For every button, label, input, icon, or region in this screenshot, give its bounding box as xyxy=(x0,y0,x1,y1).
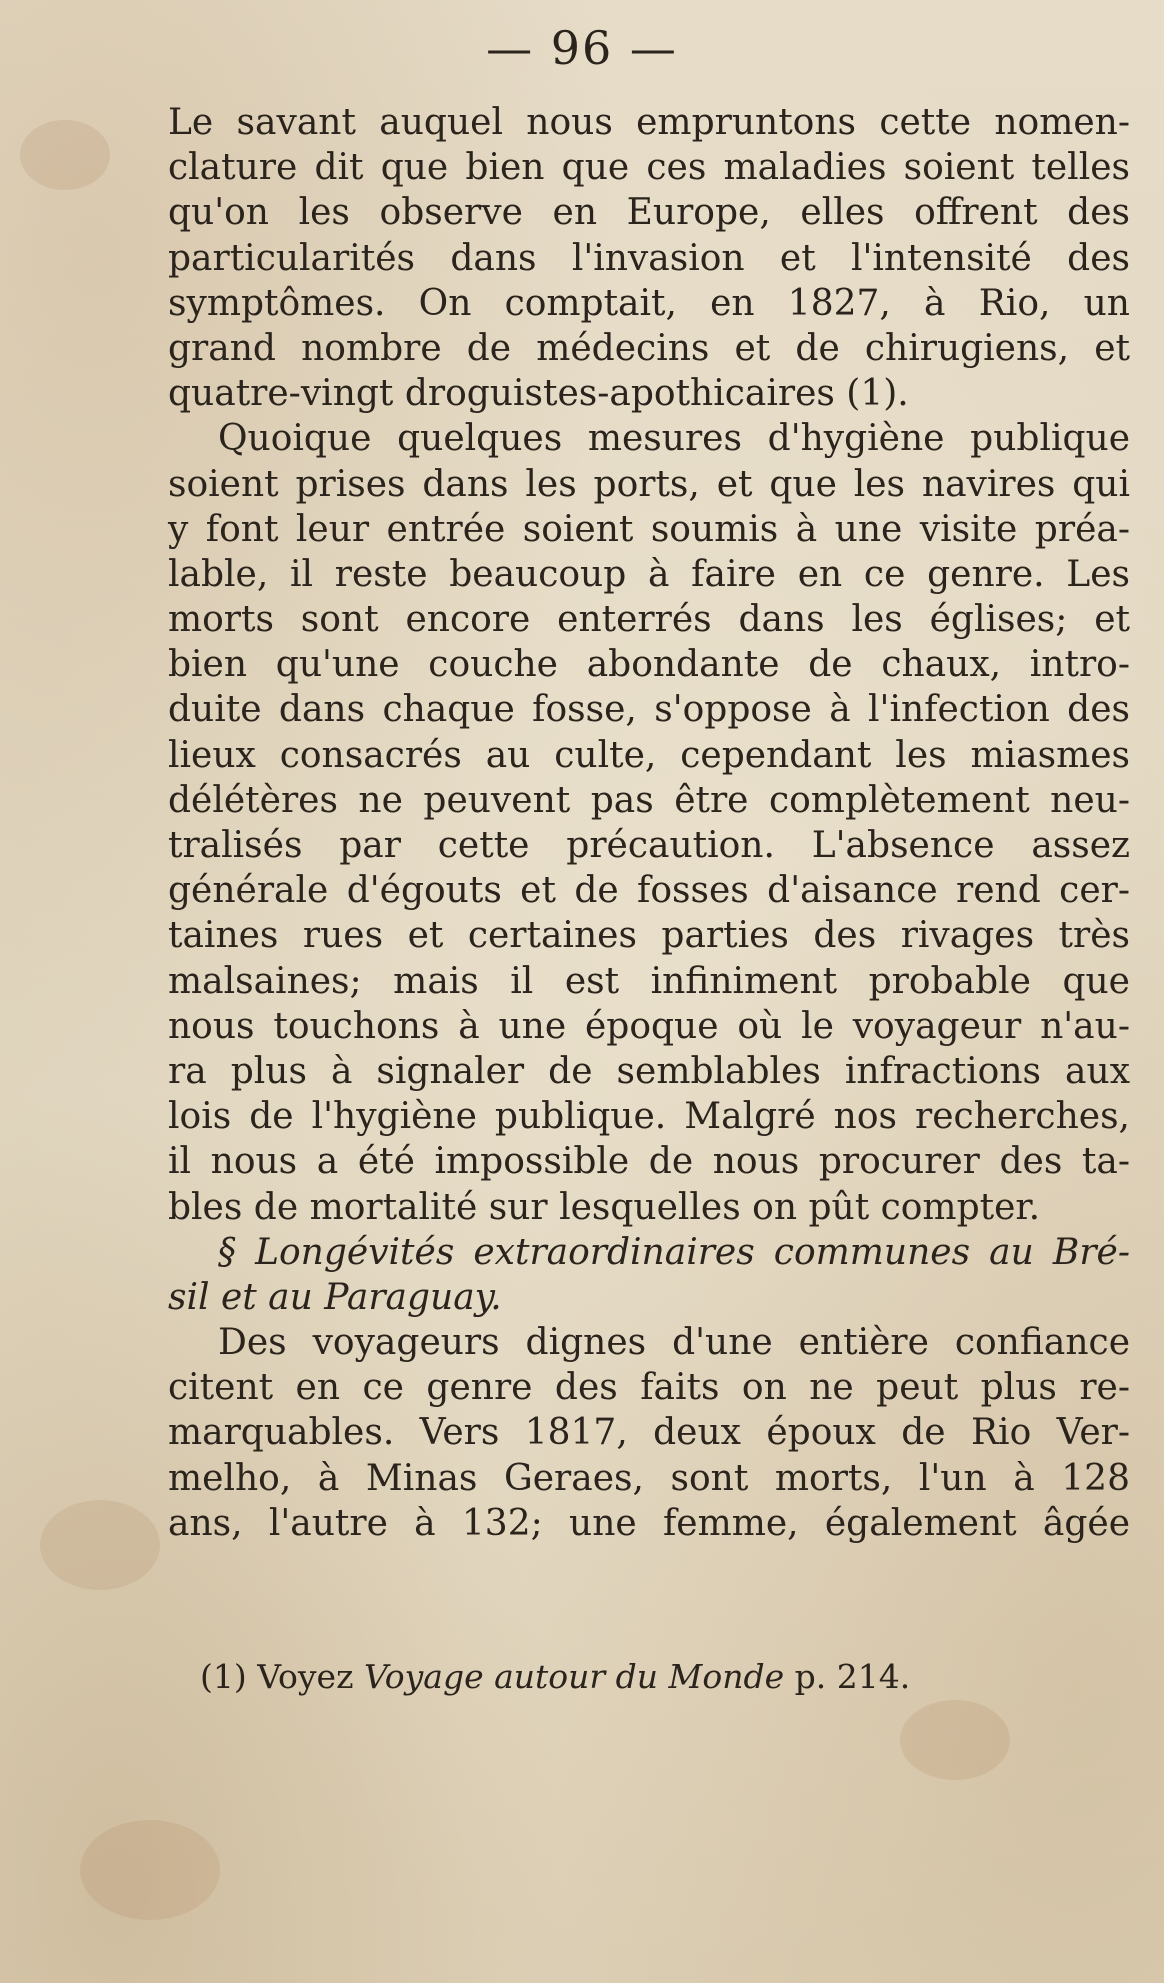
text-line: qu'on les observe en Europe, elles offrent des xyxy=(168,192,1130,234)
text-line: melho, à Minas Geraes, sont morts, l'un à 128 xyxy=(168,1457,1130,1499)
text-line: citent en ce genre des faits on ne peut plus re- xyxy=(168,1367,1130,1409)
text-line: délétères ne peuvent pas être complètement neu- xyxy=(168,779,1130,821)
body-text xyxy=(168,100,1130,1546)
text-line: taines rues et certaines parties des rivages très xyxy=(168,915,1130,957)
text-line: morts sont encore enterrés dans les églises; et xyxy=(168,599,1130,641)
paragraph-2 xyxy=(168,416,1130,1229)
footnote xyxy=(200,1655,910,1699)
text-line: Quoique quelques mesures d'hygiène publique xyxy=(218,418,1130,460)
paragraph-3 xyxy=(168,1320,1130,1546)
foxing-stain xyxy=(20,120,110,190)
text-line: symptômes. On comptait, en 1827, à Rio, un xyxy=(168,282,1130,324)
section-heading xyxy=(168,1230,1130,1320)
text-line: ra plus à signaler de semblables infractions aux xyxy=(168,1050,1130,1092)
footnote-marker: (1) Voyez xyxy=(200,1657,354,1696)
page-number: — 96 — xyxy=(486,21,678,75)
text-line: § Longévités extraordinaires communes au Bré- xyxy=(218,1231,1130,1273)
text-line: quatre-vingt droguistes-apothicaires (1). xyxy=(168,373,909,415)
text-line: Des voyageurs dignes d'une entière confiance xyxy=(218,1322,1130,1364)
footnote-book-title: Voyage autour du Monde xyxy=(363,1657,785,1696)
text-line: y font leur entrée soient soumis à une visite préa- xyxy=(168,508,1130,550)
text-line: particularités dans l'invasion et l'intensité des xyxy=(168,237,1130,279)
paragraph-1 xyxy=(168,100,1130,416)
text-line: lois de l'hygiène publique. Malgré nos recherches, xyxy=(168,1096,1130,1138)
text-line: marquables. Vers 1817, deux époux de Rio Ver- xyxy=(168,1412,1130,1454)
text-line: générale d'égouts et de fosses d'aisance rend cer- xyxy=(168,870,1130,912)
text-line: tralisés par cette précaution. L'absence assez xyxy=(168,825,1130,866)
text-line: il nous a été impossible de nous procurer des ta- xyxy=(168,1141,1130,1183)
text-line: duite dans chaque fosse, s'oppose à l'infection des xyxy=(168,689,1130,731)
text-line: lieux consacrés au culte, cependant les miasmes xyxy=(168,734,1130,776)
foxing-stain xyxy=(40,1500,160,1590)
text-line: soient prises dans les ports, et que les navires qui xyxy=(168,463,1130,505)
text-line: bien qu'une couche abondante de chaux, intro- xyxy=(168,644,1130,686)
text-line: nous touchons à une époque où le voyageur n'au- xyxy=(168,1005,1130,1047)
text-line: malsaines; mais il est infiniment probable que xyxy=(168,960,1130,1002)
text-line: clature dit que bien que ces maladies soient telles xyxy=(168,147,1130,189)
text-line: grand nombre de médecins et de chirugiens, et xyxy=(168,327,1130,369)
text-line: sil et au Paraguay. xyxy=(168,1276,502,1318)
text-line: Le savant auquel nous empruntons cette nomen- xyxy=(168,102,1130,143)
text-line: lable, il reste beaucoup à faire en ce genre. Les xyxy=(168,553,1130,595)
text-line: bles de mortalité sur lesquelles on pût compter. xyxy=(168,1186,1041,1228)
foxing-stain xyxy=(900,1700,1010,1780)
foxing-stain xyxy=(80,1820,220,1920)
footnote-page-ref: p. 214. xyxy=(794,1657,911,1696)
text-line: ans, l'autre à 132; une femme, également âgée xyxy=(168,1502,1130,1544)
